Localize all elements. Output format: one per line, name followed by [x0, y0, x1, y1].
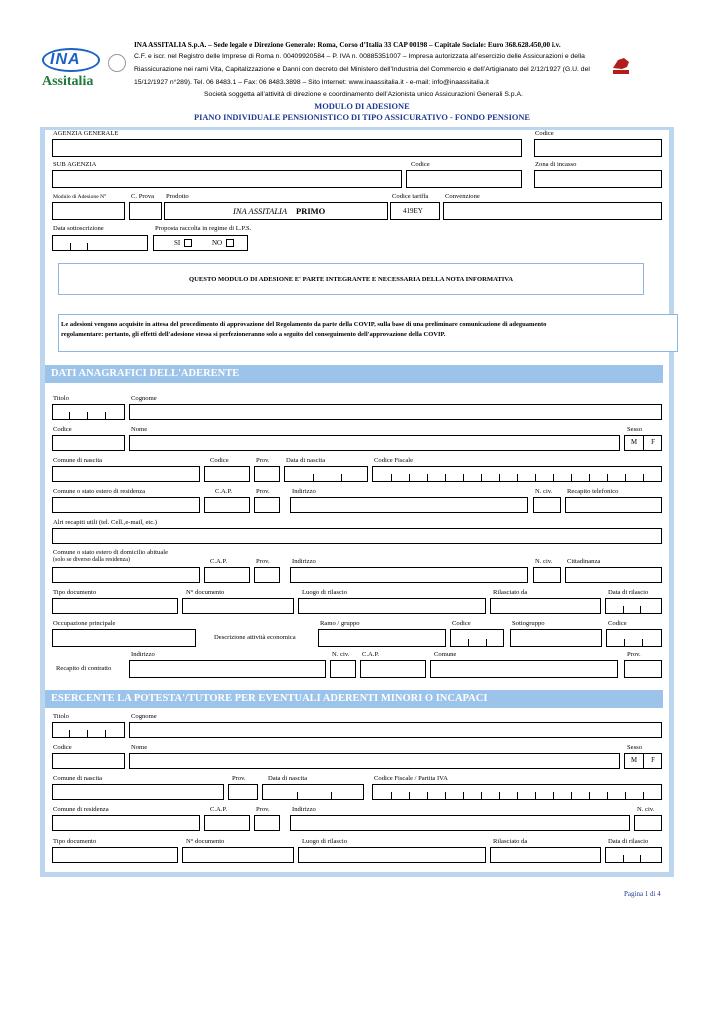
label-luogo-rilascio-2: Luogo di rilascio — [302, 838, 348, 845]
comune-residenza-field[interactable] — [52, 497, 200, 513]
label-prov-contratto: Prov. — [627, 651, 641, 658]
label-prov-nascita-2: Prov. — [232, 775, 246, 782]
recapito-telefonico-field[interactable] — [565, 497, 662, 513]
header-line-2: C.F. e iscr. nel Registro delle Imprese di Roma n. 00409920584 – P. IVA n. 00885351007 – Impresa autorizzata all’esercizio delle Assicurazioni e della — [134, 53, 585, 60]
codice-1-field[interactable] — [52, 435, 125, 451]
modulo-n-field[interactable] — [52, 202, 125, 220]
label-data-rilascio-2: Data di rilascio — [608, 838, 649, 845]
label-codice-sub: Codice — [411, 161, 430, 168]
label-indirizzo-residenza: Indirizzo — [292, 488, 316, 495]
nciv-residenza-field[interactable] — [533, 497, 561, 513]
sesso-2-field[interactable] — [624, 753, 662, 769]
sesso-field[interactable] — [624, 435, 662, 451]
prodotto-field[interactable] — [164, 202, 388, 220]
label-comune-nascita-2: Comune di nascita — [53, 775, 103, 782]
cap-residenza-2-field[interactable] — [204, 815, 250, 831]
form-subtitle: PIANO INDIVIDUALE PENSIONISTICO DI TIPO ASSICURATIVO - FONDO PENSIONE — [194, 113, 530, 122]
label-n-documento: N° documento — [186, 589, 225, 596]
label-occupazione: Occupazione principale — [53, 620, 116, 627]
label-recapito-contratto: Recapito di contratto — [56, 665, 112, 672]
label-indirizzo-domicilio: Indirizzo — [292, 558, 316, 565]
agenzia-generale-field[interactable] — [52, 139, 522, 157]
data-rilascio-2-field[interactable] — [605, 847, 662, 863]
sesso-2-m-option[interactable]: M — [630, 757, 638, 764]
label-cap-contratto: C.A.P. — [362, 651, 380, 658]
covip-note-line1: Le adesioni vengono acquisite in attesa del procedimento di approvazione del Regolamento da parte della COVIP, sulla base di una preliminare comunicazione di adeguamento — [61, 321, 547, 328]
codice-agenzia-field[interactable] — [534, 139, 662, 157]
nome-field[interactable] — [129, 435, 620, 451]
rilasciato-da-field[interactable] — [490, 598, 601, 614]
codice-2-field[interactable] — [52, 753, 125, 769]
label-domicilio-2: (solo se diverso dalla residenza) — [53, 557, 130, 563]
data-nascita-field[interactable] — [284, 466, 368, 482]
label-codice-ramo: Codice — [452, 620, 471, 627]
indirizzo-contratto-field[interactable] — [129, 660, 326, 678]
zona-incasso-field[interactable] — [534, 170, 662, 188]
label-rilasciato-da-2: Rilasciato da — [493, 838, 528, 845]
indirizzo-domicilio-field[interactable] — [290, 567, 528, 583]
label-sesso-2: Sesso — [627, 744, 643, 751]
luogo-rilascio-field[interactable] — [298, 598, 486, 614]
label-rilasciato-da: Rilasciato da — [493, 589, 528, 596]
label-luogo-rilascio: Luogo di rilascio — [302, 589, 348, 596]
cognome-field[interactable] — [129, 404, 662, 420]
label-cap-residenza-2: C.A.P. — [210, 806, 228, 813]
tariffa-value: 419EY — [403, 207, 423, 215]
label-altri-recapiti: Alri recapiti utili (tel. Cell.,e-mail, etc.) — [53, 519, 157, 526]
section-dati-anagrafici: DATI ANAGRAFICI DELL'ADERENTE — [45, 365, 663, 383]
label-data-sottoscrizione: Data sottoscrizione — [53, 225, 104, 232]
nome-2-field[interactable] — [129, 753, 620, 769]
codice-nascita-field[interactable] — [204, 466, 250, 482]
header-line-4: 15/12/1927 n°289). Tel. 06 8483.1 – Fax: 06 8483.3898 – Sito Internet: www.inaassitalia.it - e-mail: info@inaassitalia.it — [134, 79, 489, 86]
convenzione-field[interactable] — [443, 202, 662, 220]
label-prodotto: Prodotto — [166, 193, 189, 200]
section-esercente-potesta: ESERCENTE LA POTESTA'/TUTORE PER EVENTUALI ADERENTI MINORI O INCAPACI — [45, 690, 663, 708]
label-cap-residenza: C.A.P. — [215, 488, 233, 495]
sottogruppo-field[interactable] — [510, 629, 602, 647]
label-nome-2: Nome — [131, 744, 148, 751]
comune-residenza-2-field[interactable] — [52, 815, 200, 831]
label-sottogruppo: Sottogruppo — [512, 620, 545, 627]
label-prov-nascita: Prov. — [256, 457, 270, 464]
codice-fiscale-field[interactable] — [372, 466, 662, 482]
label-modulo-n: Modulo di Adesione N° — [53, 194, 107, 200]
n-documento-field[interactable] — [182, 598, 294, 614]
label-prov-residenza-2: Prov. — [256, 806, 270, 813]
label-nciv-residenza-2: N. civ. — [637, 806, 655, 813]
label-comune-residenza-2: Comune di residenza — [53, 806, 109, 813]
label-cap-domicilio: C.A.P. — [210, 558, 228, 565]
titolo-field[interactable] — [52, 404, 125, 420]
label-sesso: Sesso — [627, 426, 643, 433]
label-codice-2: Codice — [53, 744, 72, 751]
no-checkbox[interactable] — [226, 239, 234, 247]
occupazione-field[interactable] — [52, 629, 196, 647]
label-descr-attivita: Descrizione attività economica — [214, 634, 296, 641]
label-recapito-telefonico: Recapito telefonico — [567, 488, 619, 495]
codice-ramo-field[interactable] — [450, 629, 504, 647]
label-codice-fiscale: Codice Fiscale — [374, 457, 414, 464]
codice-sub-field[interactable] — [406, 170, 522, 188]
header-line-5: Società soggetta all’attività di direzione e coordinamento dell’Azionista unico Assicurazioni Generali S.p.A. — [204, 91, 523, 98]
data-rilascio-field[interactable] — [605, 598, 662, 614]
no-option[interactable]: NO — [212, 239, 234, 247]
label-proposta-lps: Proposta raccolta in regime di L.P.S. — [155, 225, 252, 232]
label-domicilio-1: Comune o stato estero di domicilio abituale — [53, 549, 169, 556]
titolo-2-field[interactable] — [52, 722, 125, 738]
label-codice-sottogruppo: Codice — [608, 620, 627, 627]
codice-tariffa-field[interactable] — [390, 202, 440, 220]
prodotto-value-bold: PRIMO — [296, 206, 326, 216]
header-line-1: INA ASSITALIA S.p.A. – Sede legale e Direzione Generale: Roma, Corso d’Italia 33 CAP 00198 – Capitale Sociale: Euro 368.628.450,00 i.v. — [134, 41, 561, 49]
label-tipo-documento: Tipo documento — [53, 589, 97, 596]
label-nciv-residenza: N. civ. — [535, 488, 553, 495]
comune-nascita-field[interactable] — [52, 466, 200, 482]
prov-residenza-2-field[interactable] — [254, 815, 280, 831]
label-cognome: Cognome — [131, 395, 157, 402]
label-sub-agenzia: SUB AGENZIA — [53, 161, 97, 168]
label-ramo-gruppo: Ramo / gruppo — [320, 620, 360, 627]
prov-nascita-2-field[interactable] — [228, 784, 258, 800]
prov-nascita-field[interactable] — [254, 466, 280, 482]
header-line-3: Riassicurazione nei rami Vita, Capitalizzazione e Danni con decreto del Ministero dell’Industria del Commercio e dell’Artigianato del 2/12/1927 (G.U. del — [134, 66, 590, 73]
si-option[interactable]: SI — [174, 239, 192, 247]
sesso-f-option[interactable]: F — [651, 439, 655, 446]
label-data-rilascio: Data di rilascio — [608, 589, 649, 596]
label-nciv-contratto: N. civ. — [332, 651, 350, 658]
label-prov-domicilio: Prov. — [256, 558, 270, 565]
cap-residenza-field[interactable] — [204, 497, 250, 513]
nciv-domicilio-field[interactable] — [533, 567, 561, 583]
label-cognome-2: Cognome — [131, 713, 157, 720]
data-nascita-2-field[interactable] — [262, 784, 364, 800]
indirizzo-residenza-field[interactable] — [290, 497, 528, 513]
label-agenzia-generale: AGENZIA GENERALE — [53, 130, 119, 137]
rilasciato-da-2-field[interactable] — [490, 847, 601, 863]
prov-residenza-field[interactable] — [254, 497, 280, 513]
label-nciv-domicilio: N. civ. — [535, 558, 553, 565]
comune-domicilio-field[interactable] — [52, 567, 200, 583]
sesso-m-option[interactable]: M — [630, 439, 638, 446]
label-comune-residenza: Comune o stato estero di residenza — [53, 488, 146, 495]
label-codice-nascita: Codice — [210, 457, 229, 464]
nciv-contratto-field[interactable] — [330, 660, 356, 678]
prov-contratto-field[interactable] — [624, 660, 662, 678]
tipo-documento-field[interactable] — [52, 598, 178, 614]
label-data-nascita: Data di nascita — [286, 457, 326, 464]
tipo-documento-2-field[interactable] — [52, 847, 178, 863]
prodotto-value-italic: INA ASSITALIA — [233, 206, 288, 216]
prov-domicilio-field[interactable] — [254, 567, 280, 583]
si-checkbox[interactable] — [184, 239, 192, 247]
cap-contratto-field[interactable] — [360, 660, 426, 678]
data-sottoscrizione-field[interactable] — [52, 235, 148, 251]
luogo-rilascio-2-field[interactable] — [298, 847, 486, 863]
nciv-residenza-2-field[interactable] — [634, 815, 662, 831]
sub-agenzia-field[interactable] — [52, 170, 402, 188]
cognome-2-field[interactable] — [129, 722, 662, 738]
label-c-prova: C. Prova — [131, 193, 155, 200]
codice-sottogruppo-field[interactable] — [606, 629, 662, 647]
label-comune-contratto: Comune — [434, 651, 457, 658]
logo-ina-text: INA — [50, 51, 81, 68]
altri-recapiti-field[interactable] — [52, 528, 662, 544]
sesso-2-f-option[interactable]: F — [651, 757, 655, 764]
label-n-documento-2: N° documento — [186, 838, 225, 845]
proposta-lps-field[interactable] — [153, 235, 248, 251]
covip-note-line2: regolamentare: pertanto, gli effetti dell'adesione stessa si perfezioneranno solo a seguito del conseguimento dell'approvazione della COVIP. — [61, 331, 446, 338]
label-nome: Nome — [131, 426, 148, 433]
label-titolo: Titolo — [53, 395, 69, 402]
cittadinanza-field[interactable] — [565, 567, 662, 583]
label-indirizzo-contratto: Indirizzo — [131, 651, 155, 658]
indirizzo-residenza-2-field[interactable] — [290, 815, 630, 831]
label-data-nascita-2: Data di nascita — [268, 775, 308, 782]
label-convenzione: Convenzione — [445, 193, 480, 200]
seal-icon — [108, 54, 126, 72]
label-prov-residenza: Prov. — [256, 488, 270, 495]
label-codice-tariffa: Codice tariffa — [392, 193, 429, 200]
comune-contratto-field[interactable] — [430, 660, 618, 678]
ramo-gruppo-field[interactable] — [318, 629, 446, 647]
comune-nascita-2-field[interactable] — [52, 784, 224, 800]
company-logo — [40, 46, 104, 92]
label-codice-1: Codice — [53, 426, 72, 433]
label-indirizzo-residenza-2: Indirizzo — [292, 806, 316, 813]
label-codice-fiscale-2: Codice Fiscale / Partita IVA — [374, 775, 448, 782]
lion-logo-icon — [610, 54, 632, 76]
label-zona-incasso: Zona di incasso — [535, 161, 577, 168]
c-prova-field[interactable] — [129, 202, 162, 220]
label-codice-agenzia: Codice — [535, 130, 554, 137]
logo-assitalia-text: Assitalia — [42, 74, 94, 89]
page-number: Pagina 1 di 4 — [624, 890, 661, 898]
label-cittadinanza: Cittadinanza — [567, 558, 601, 565]
n-documento-2-field[interactable] — [182, 847, 294, 863]
label-comune-nascita: Comune di nascita — [53, 457, 103, 464]
label-tipo-documento-2: Tipo documento — [53, 838, 97, 845]
nota-informativa-text: QUESTO MODULO DI ADESIONE E' PARTE INTEGRANTE E NECESSARIA DELLA NOTA INFORMATIVA — [189, 276, 513, 283]
codice-fiscale-2-field[interactable] — [372, 784, 662, 800]
label-titolo-2: Titolo — [53, 713, 69, 720]
form-title: MODULO DI ADESIONE — [314, 102, 410, 111]
cap-domicilio-field[interactable] — [204, 567, 250, 583]
